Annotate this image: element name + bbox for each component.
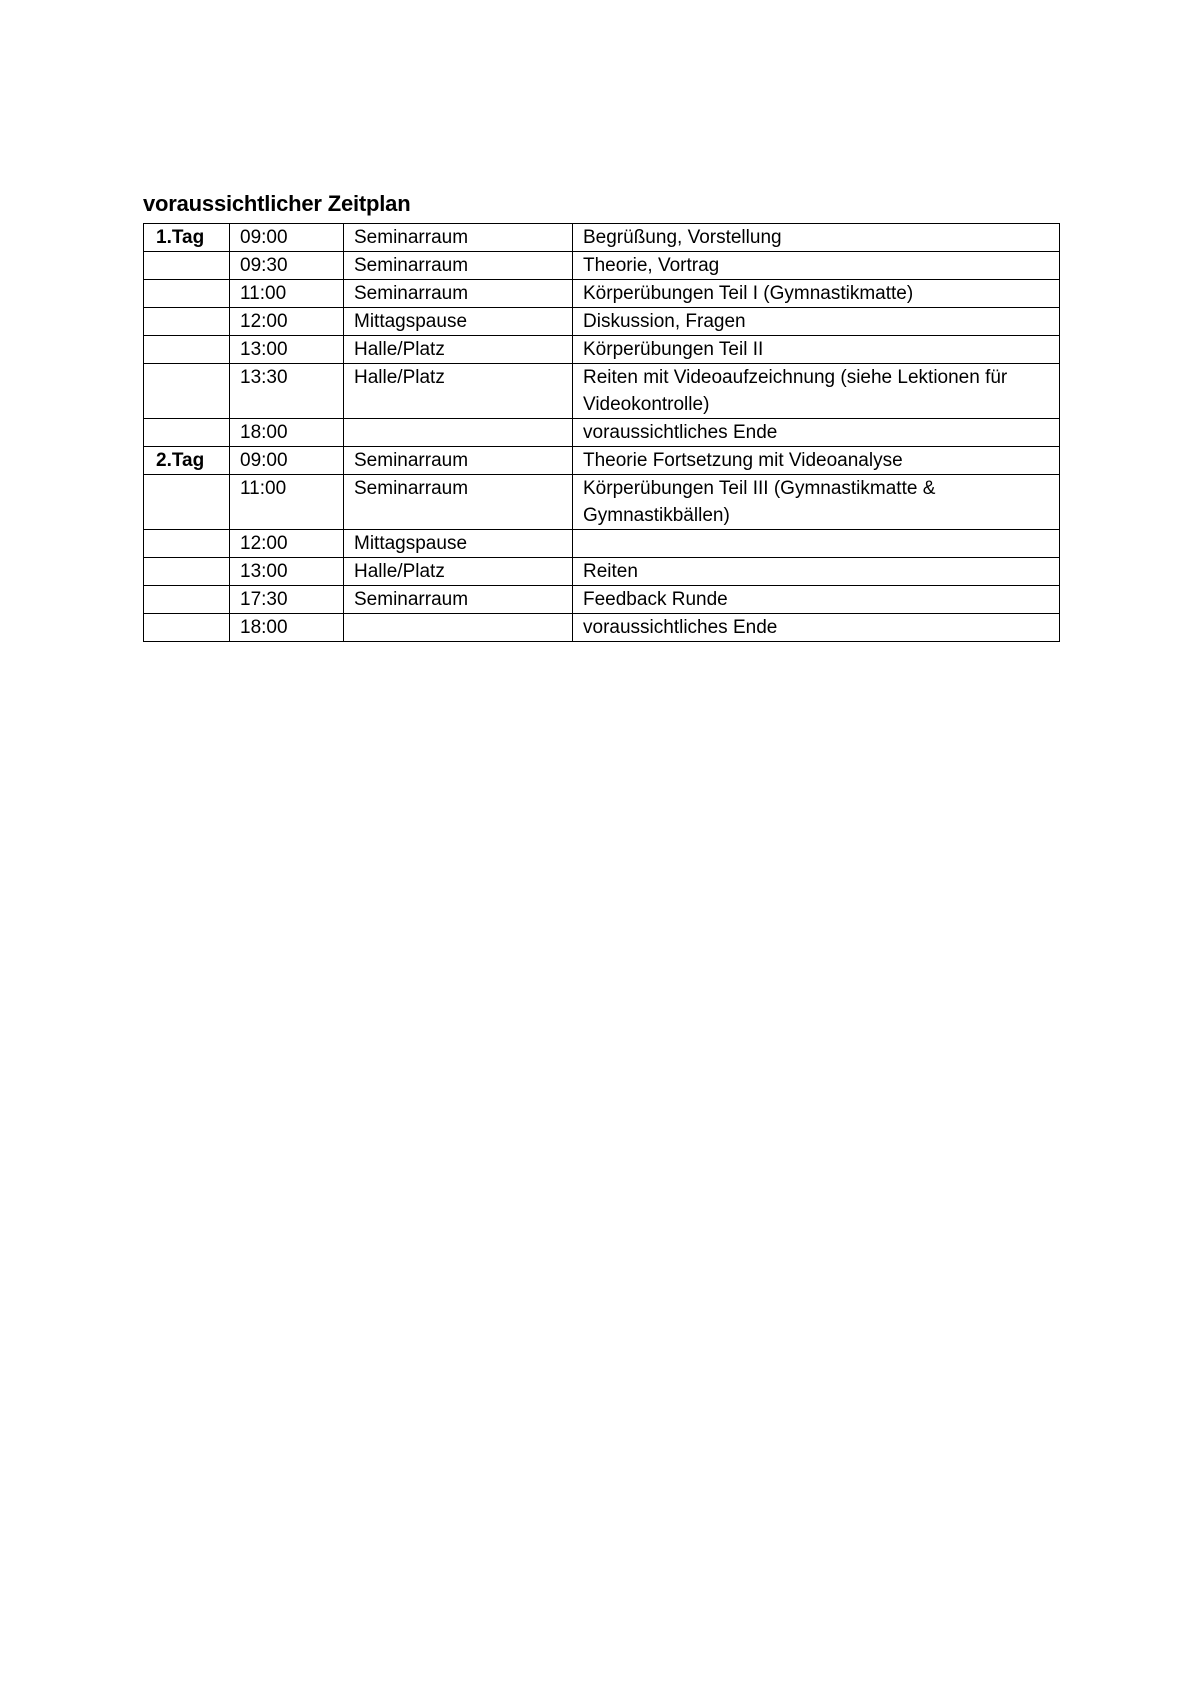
time-cell: 11:00 bbox=[230, 280, 344, 308]
day-cell: 2.Tag bbox=[144, 447, 230, 475]
activity-cell: Begrüßung, Vorstellung bbox=[573, 224, 1060, 252]
activity-cell bbox=[573, 530, 1060, 558]
schedule-table bbox=[143, 223, 1060, 642]
table-row bbox=[144, 530, 1060, 558]
day-cell bbox=[144, 586, 230, 614]
day-cell bbox=[144, 530, 230, 558]
table-row bbox=[144, 336, 1060, 364]
day-cell bbox=[144, 558, 230, 586]
table-row bbox=[144, 447, 1060, 475]
time-cell: 13:00 bbox=[230, 558, 344, 586]
time-cell: 09:00 bbox=[230, 447, 344, 475]
table-row bbox=[144, 308, 1060, 336]
day-cell bbox=[144, 475, 230, 530]
location-cell: Seminarraum bbox=[344, 475, 573, 530]
location-cell bbox=[344, 419, 573, 447]
activity-cell: Theorie, Vortrag bbox=[573, 252, 1060, 280]
time-cell: 11:00 bbox=[230, 475, 344, 530]
location-cell: Halle/Platz bbox=[344, 364, 573, 419]
activity-cell: Reiten bbox=[573, 558, 1060, 586]
day-cell: 1.Tag bbox=[144, 224, 230, 252]
table-row bbox=[144, 280, 1060, 308]
location-cell: Seminarraum bbox=[344, 586, 573, 614]
time-cell: 12:00 bbox=[230, 308, 344, 336]
location-cell: Seminarraum bbox=[344, 224, 573, 252]
day-cell bbox=[144, 336, 230, 364]
location-cell: Seminarraum bbox=[344, 280, 573, 308]
activity-cell: voraussichtliches Ende bbox=[573, 419, 1060, 447]
page-title: voraussichtlicher Zeitplan bbox=[143, 191, 411, 216]
day-cell bbox=[144, 252, 230, 280]
table-row bbox=[144, 475, 1060, 530]
day-cell bbox=[144, 364, 230, 419]
location-cell: Halle/Platz bbox=[344, 558, 573, 586]
activity-cell: voraussichtliches Ende bbox=[573, 614, 1060, 642]
location-cell: Mittagspause bbox=[344, 308, 573, 336]
location-cell: Seminarraum bbox=[344, 252, 573, 280]
activity-cell: Körperübungen Teil III (Gymnastikmatte & Gymnastikbällen) bbox=[573, 475, 1060, 530]
time-cell: 09:30 bbox=[230, 252, 344, 280]
location-cell bbox=[344, 614, 573, 642]
activity-cell: Körperübungen Teil I (Gymnastikmatte) bbox=[573, 280, 1060, 308]
time-cell: 17:30 bbox=[230, 586, 344, 614]
day-cell bbox=[144, 280, 230, 308]
table-row bbox=[144, 614, 1060, 642]
activity-cell: Reiten mit Videoaufzeichnung (siehe Lektionen für Videokontrolle) bbox=[573, 364, 1060, 419]
activity-cell: Körperübungen Teil II bbox=[573, 336, 1060, 364]
time-cell: 18:00 bbox=[230, 419, 344, 447]
location-cell: Seminarraum bbox=[344, 447, 573, 475]
table-row bbox=[144, 419, 1060, 447]
table-row bbox=[144, 252, 1060, 280]
day-cell bbox=[144, 308, 230, 336]
activity-cell: Feedback Runde bbox=[573, 586, 1060, 614]
time-cell: 18:00 bbox=[230, 614, 344, 642]
day-cell bbox=[144, 419, 230, 447]
day-cell bbox=[144, 614, 230, 642]
time-cell: 13:30 bbox=[230, 364, 344, 419]
table-row bbox=[144, 558, 1060, 586]
activity-cell: Theorie Fortsetzung mit Videoanalyse bbox=[573, 447, 1060, 475]
table-row bbox=[144, 586, 1060, 614]
table-row bbox=[144, 364, 1060, 419]
time-cell: 09:00 bbox=[230, 224, 344, 252]
activity-cell: Diskussion, Fragen bbox=[573, 308, 1060, 336]
location-cell: Halle/Platz bbox=[344, 336, 573, 364]
time-cell: 13:00 bbox=[230, 336, 344, 364]
location-cell: Mittagspause bbox=[344, 530, 573, 558]
time-cell: 12:00 bbox=[230, 530, 344, 558]
table-row bbox=[144, 224, 1060, 252]
